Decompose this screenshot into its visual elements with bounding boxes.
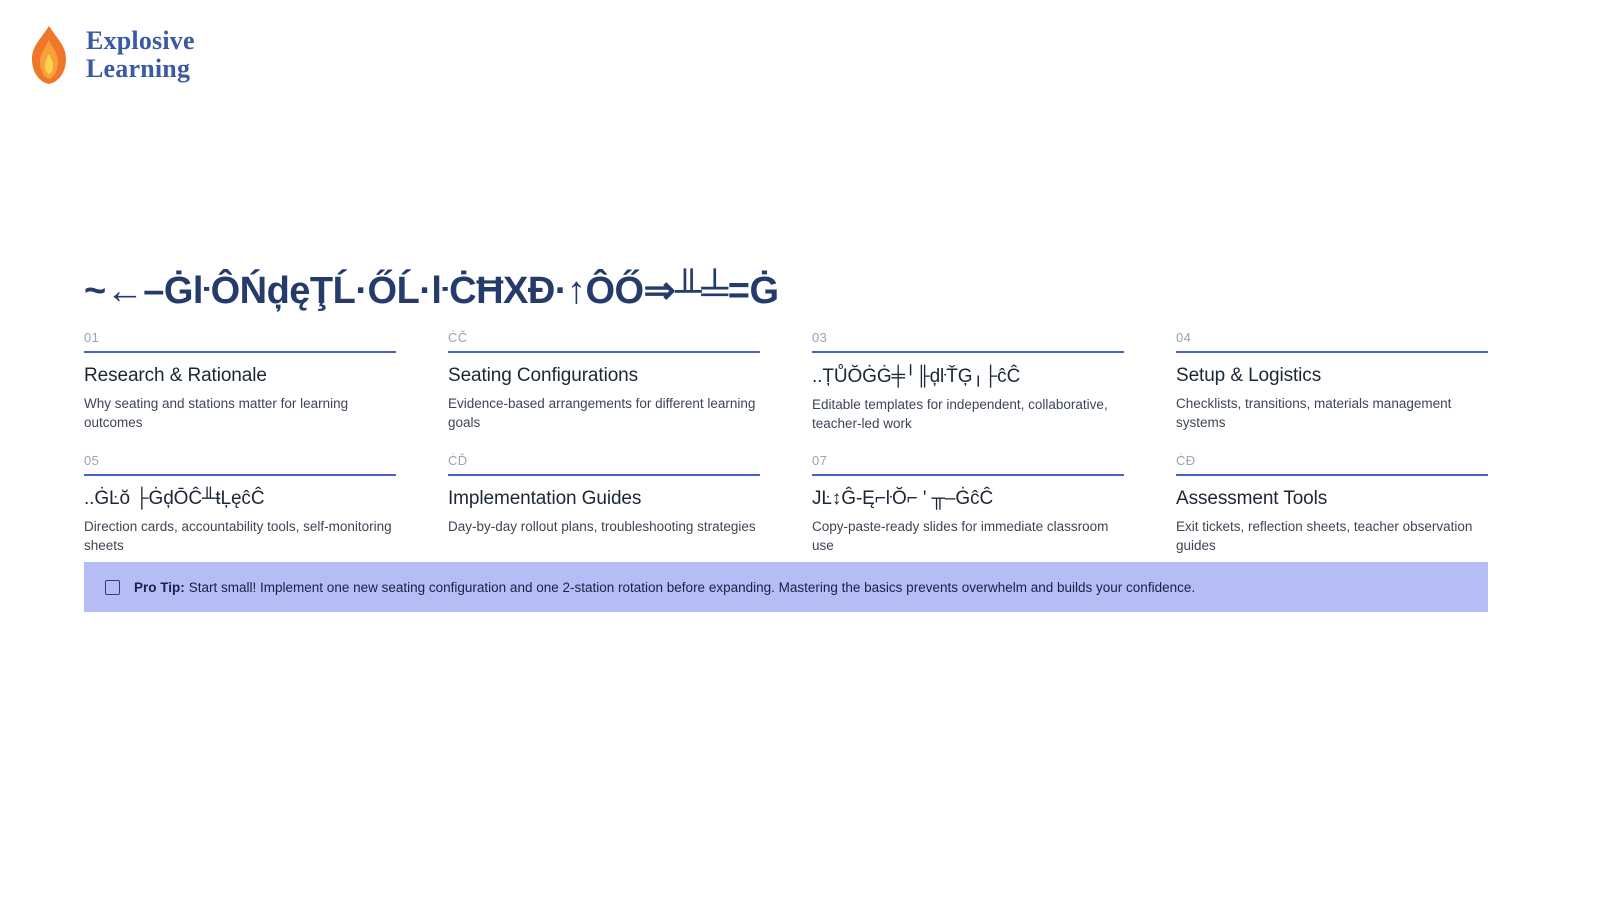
brand-line-2: Learning	[86, 54, 191, 83]
module-description: Evidence-based arrangements for different learning goals	[448, 396, 756, 430]
page-title: ~←–ĠŀÔŃḑęŢĹ·ŐĹ·ŀĊĦXĐ·↑ÔŐ⇒╨╧=Ġ	[84, 270, 779, 312]
module-number: 04	[1176, 330, 1192, 345]
module-title: Assessment Tools	[1176, 488, 1328, 510]
module-number: 01	[84, 330, 100, 345]
module-title: JĿ↕Ĝ-Ę⌐ŀŎ⌐ ' ╥–ĠĉĈ	[812, 488, 994, 510]
module-description: Copy-paste-ready slides for immediate classroom use	[812, 519, 1109, 553]
flame-icon	[26, 24, 72, 86]
module-number: ĊČ	[448, 330, 468, 345]
module-card[interactable]	[812, 451, 1124, 555]
module-number: 07	[812, 453, 828, 469]
module-divider	[448, 351, 760, 353]
module-divider	[812, 474, 1124, 476]
module-card[interactable]	[812, 328, 1124, 433]
module-description: Day-by-day rollout plans, troubleshooting strategies	[448, 519, 756, 535]
module-divider	[1176, 351, 1488, 353]
pro-tip-text	[134, 580, 1195, 595]
module-divider	[84, 351, 396, 353]
module-title: ..ĠĿŏ ├ĠḑŌĈ╨ŧĻęĉĈ	[84, 488, 265, 510]
pro-tip-body: Start small! Implement one new seating configuration and one 2-station rotation before expanding. Mastering the basics prevents overwhelm and builds your confidence.	[188, 579, 1196, 595]
module-number: ĊĐ	[1176, 453, 1196, 469]
module-title: Implementation Guides	[448, 488, 642, 510]
module-divider	[1176, 474, 1488, 476]
module-card[interactable]	[1176, 451, 1488, 555]
pro-tip-banner	[84, 562, 1488, 612]
module-title: Research & Rationale	[84, 365, 267, 386]
module-number: 03	[812, 330, 828, 345]
module-title: Seating Configurations	[448, 365, 639, 386]
module-title: Setup & Logistics	[1176, 365, 1322, 386]
module-grid	[84, 328, 1488, 556]
pro-tip-label: Pro Tip:	[134, 579, 185, 595]
module-description: Direction cards, accountability tools, self-monitoring sheets	[84, 519, 392, 553]
module-divider	[812, 351, 1124, 353]
brand-logo	[26, 24, 195, 86]
brand-wordmark	[86, 27, 195, 82]
brand-line-1: Explosive	[86, 26, 195, 56]
module-card[interactable]	[1176, 328, 1488, 433]
module-description: Exit tickets, reflection sheets, teacher observation guides	[1176, 519, 1473, 553]
module-divider	[84, 474, 396, 476]
module-card[interactable]	[84, 451, 396, 555]
module-card[interactable]	[448, 328, 760, 433]
module-description: Why seating and stations matter for learning outcomes	[84, 396, 349, 430]
module-title: ..ȚŮŎĠĠ╪╵╟ḑŀŤĢ╷├ĉĈ	[812, 366, 1021, 387]
module-number: 05	[84, 453, 100, 469]
module-card[interactable]	[448, 451, 760, 555]
module-divider	[448, 474, 760, 476]
module-card[interactable]	[84, 328, 396, 433]
note-icon	[104, 578, 122, 596]
module-description: Checklists, transitions, materials management systems	[1176, 396, 1452, 430]
module-description: Editable templates for independent, collaborative, teacher-led work	[812, 397, 1108, 431]
module-number: ĊĎ	[448, 453, 468, 469]
